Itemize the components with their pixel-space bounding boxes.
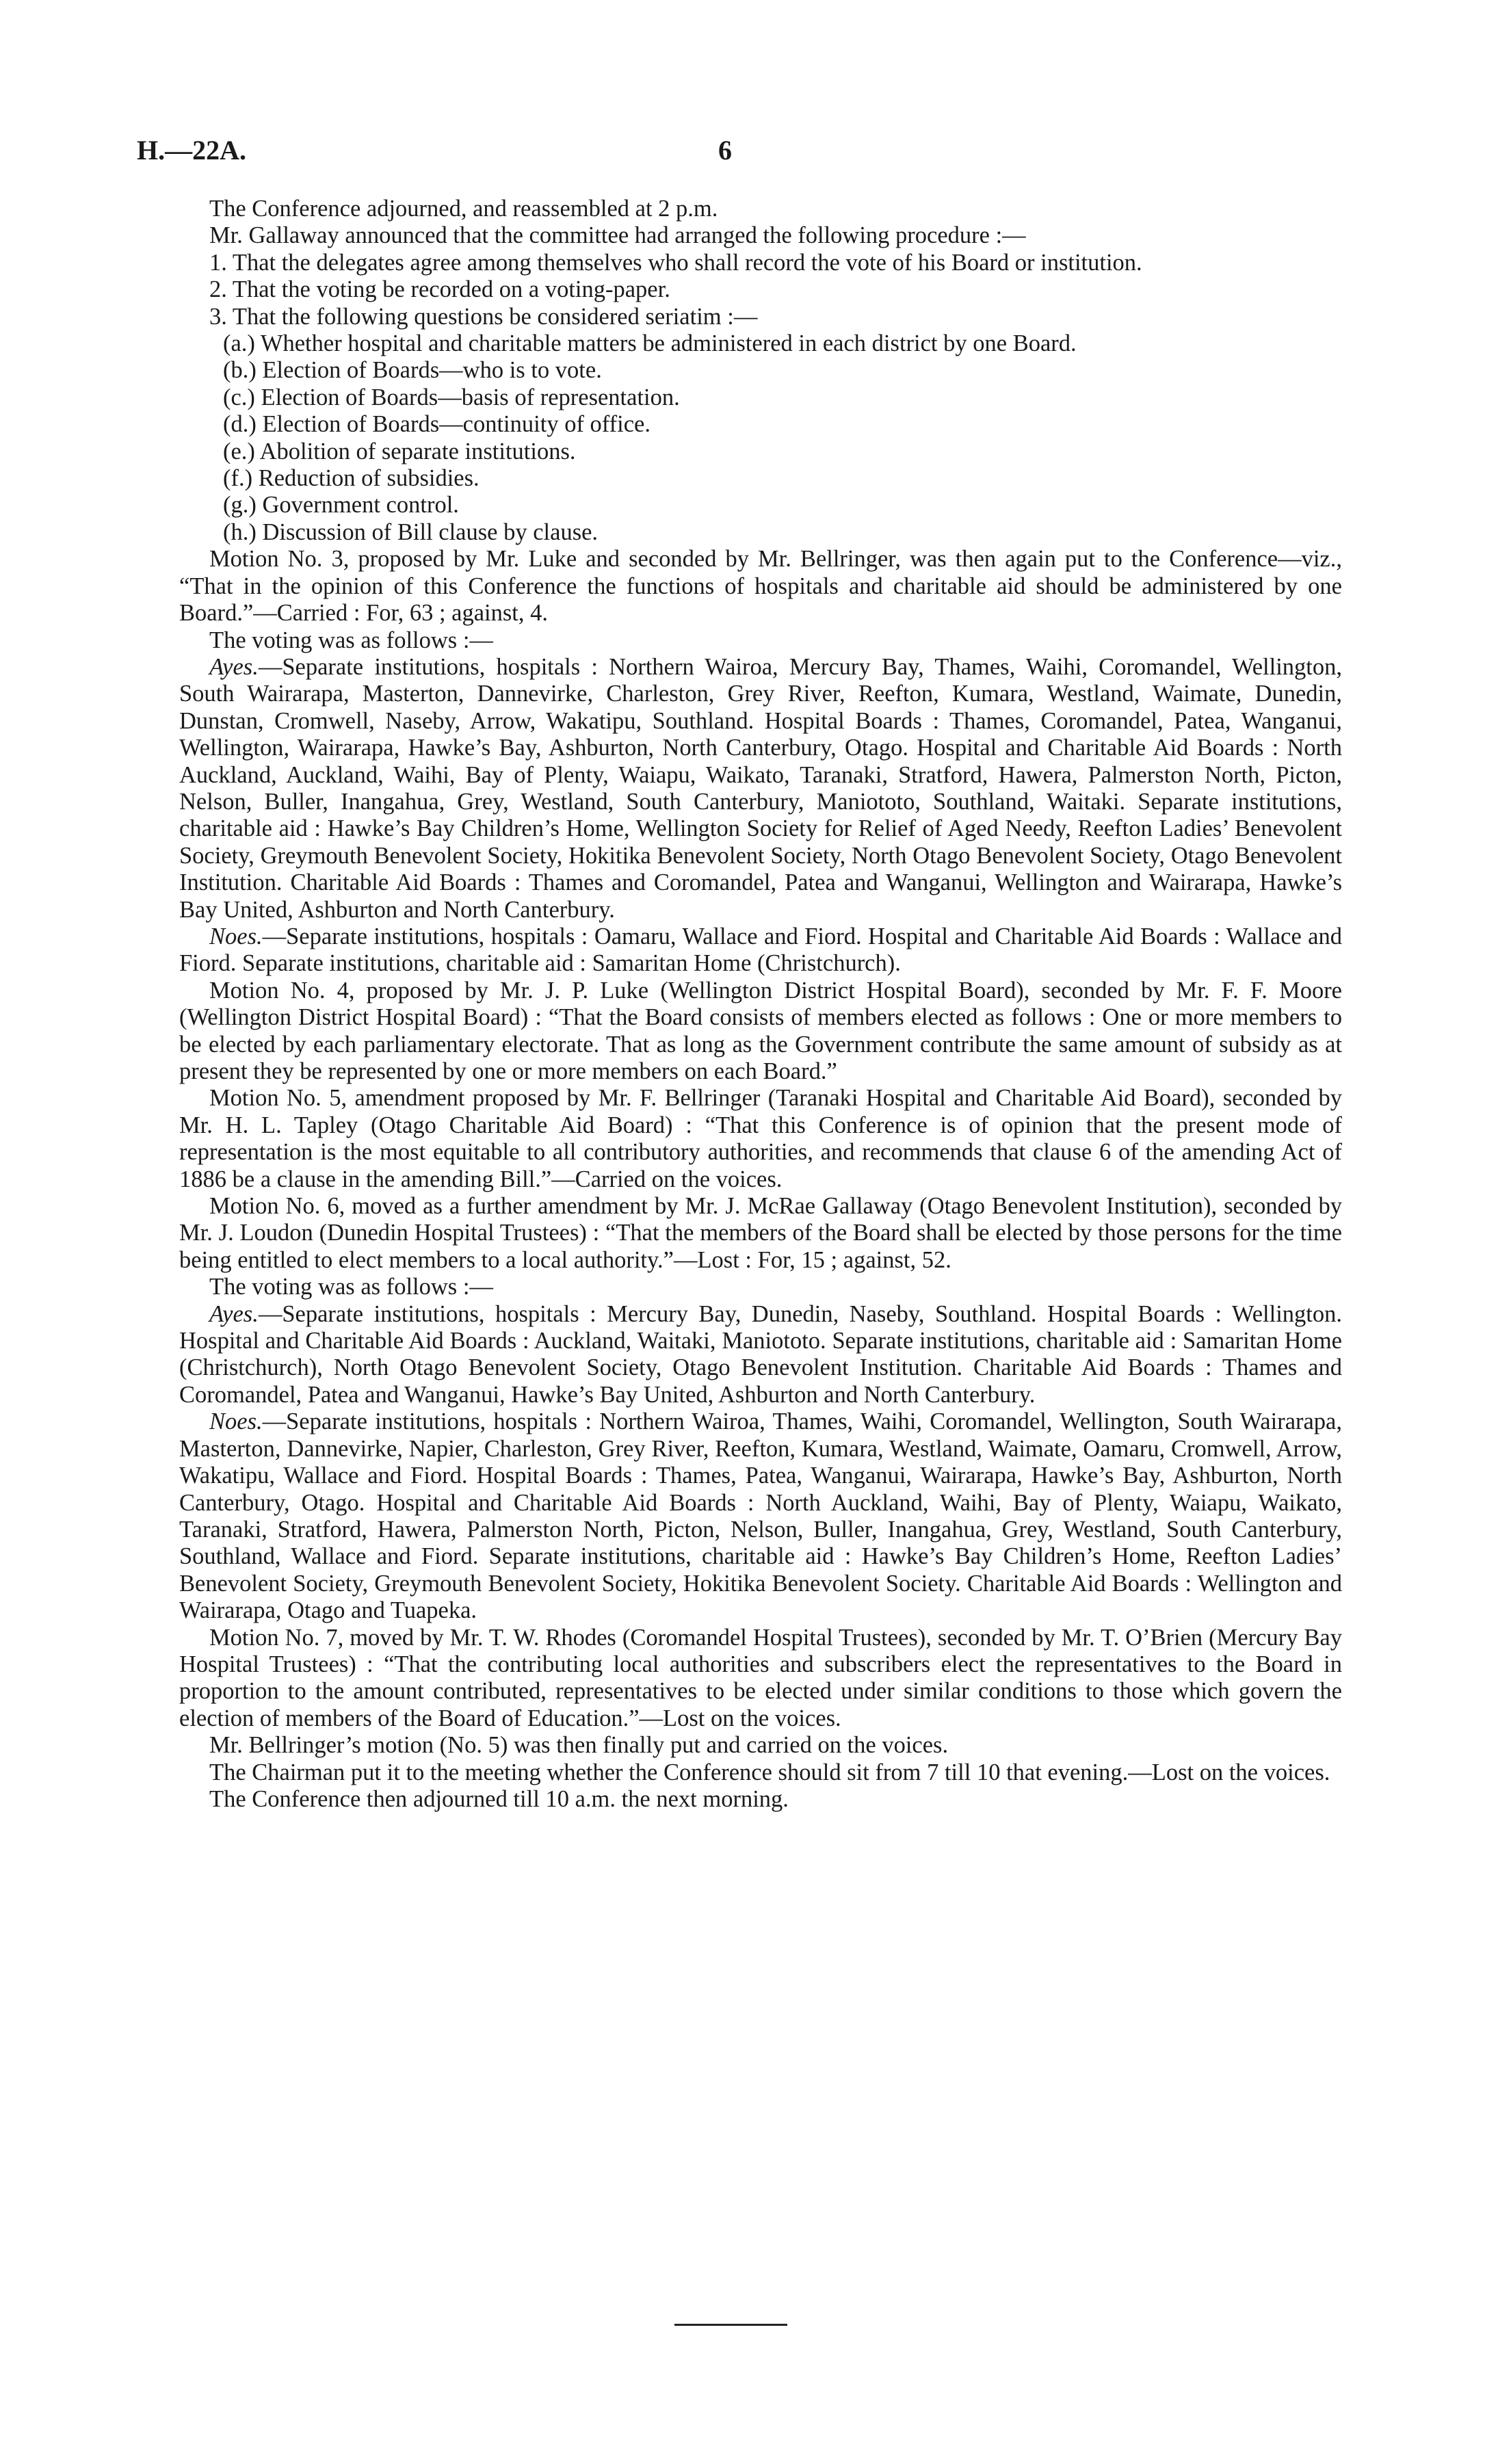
noes-paragraph	[179, 923, 1342, 978]
noes-label: Noes.	[209, 923, 263, 949]
paragraph: Motion No. 7, moved by Mr. T. W. Rhodes (Coromandel Hospital Trustees), seconded by Mr. T. O’Brien (Mercury Bay Hospital Trustees) : “That the contributing local authorities and subscribers elect the representatives to the Board in proportion to the amount contributed, representatives to be elected under similar conditions to those which govern the election of members of the Board of Education.”—Lost on the voices.	[179, 1624, 1342, 1731]
question-item: (b.) Election of Boards—who is to vote.	[223, 357, 602, 384]
noes-paragraph	[179, 1408, 1342, 1624]
paragraph: Mr. Bellringer’s motion (No. 5) was then finally put and carried on the voices.	[209, 1732, 949, 1759]
question-item: (a.) Whether hospital and charitable matters be administered in each district by one Board.	[223, 330, 1077, 357]
paragraph: The Conference then adjourned till 10 a.m. the next morning.	[209, 1785, 789, 1812]
paragraph: Motion No. 5, amendment proposed by Mr. F. Bellringer (Taranaki Hospital and Charitable Aid Board), seconded by Mr. H. L. Tapley (Otago Charitable Aid Board) : “That this Conference is of opinion that the present mode of representation is the most equitable to all contributory authorities, and recommends that clause 6 of the amending Act of 1886 be a clause in the amending Bill.”—Carried on the voices.	[179, 1085, 1342, 1192]
paragraph: Motion No. 4, proposed by Mr. J. P. Luke (Wellington District Hospital Board), seconded by Mr. F. F. Moore (Wellington District Hospital Board) : “That the Board consists of members elected as follows : One or more members to be elected by each parliamentary electorate. That as long as the Government contribute the same amount of subsidy as at present they be represented by one or more members on each Board.”	[179, 977, 1342, 1084]
paragraph: The Chairman put it to the meeting whether the Conference should sit from 7 till 10 that evening.—Lost on the voices.	[209, 1759, 1330, 1785]
question-item: (f.) Reduction of subsidies.	[223, 465, 479, 492]
noes-text: —Separate institutions, hospitals : Oamaru, Wallace and Fiord. Hospital and Charitable Aid Boards : Wallace and Fiord. Separate institutions, charitable aid : Samaritan Home (Christchurch).	[179, 923, 1342, 977]
ayes-paragraph	[179, 654, 1342, 923]
page-number: 6	[718, 135, 732, 166]
question-item: (c.) Election of Boards—basis of representation.	[223, 384, 680, 410]
document-body	[179, 196, 1342, 1813]
procedure-item: 3. That the following questions be considered seriatim :—	[209, 303, 758, 330]
paragraph: The voting was as follows :—	[209, 627, 493, 653]
paragraph: Mr. Gallaway announced that the committee had arranged the following procedure :—	[209, 222, 1026, 249]
question-item: (e.) Abolition of separate institutions.	[223, 438, 576, 464]
ayes-text: —Separate institutions, hospitals : Northern Wairoa, Mercury Bay, Thames, Waihi, Coromandel, Wellington, South Wairarapa, Masterton, Dannevirke, Charleston, Grey River, Reefton, Kumara, Westland, Waimate, Dunedin, Dunstan, Cromwell, Naseby, Arrow, Wakatipu, Southland. Hospital Boards : Thames, Coromandel, Patea, Wanganui, Wellington, Wairarapa, Hawke’s Bay, Ashburton, North Canterbury, Otago. Hospital and Charitable Aid Boards : North Auckland, Auckland, Waihi, Bay of Plenty, Waiapu, Waikato, Taranaki, Stratford, Hawera, Palmerston North, Picton, Nelson, Buller, Inangahua, Grey, Westland, South Canterbury, Maniototo, Southland, Waitaki. Separate institutions, charitable aid : Hawke’s Bay Children’s Home, Wellington Society for Relief of Aged Needy, Reefton Ladies’ Benevolent Society, Greymouth Benevolent Society, Hokitika Benevolent Society, North Otago Benevolent Society, Otago Benevolent Institution. Charitable Aid Boards : Thames and Coromandel, Patea and Wanganui, Wellington and Wairarapa, Hawke’s Bay United, Ashburton and North Canterbury.	[179, 653, 1342, 923]
ayes-text: —Separate institutions, hospitals : Mercury Bay, Dunedin, Naseby, Southland. Hospital Boards : Wellington. Hospital and Charitable Aid Boards : Auckland, Waitaki, Maniototo. Separate institutions, charitable aid : Samaritan Home (Christchurch), North Otago Benevolent Society, Otago Benevolent Institution. Charitable Aid Boards : Thames and Coromandel, Patea and Wanganui, Hawke’s Bay United, Ashburton and North Canterbury.	[179, 1300, 1342, 1408]
paragraph: Motion No. 3, proposed by Mr. Luke and seconded by Mr. Bellringer, was then again put to the Conference—viz., “That in the opinion of this Conference the functions of hospitals and charitable aid should be administered by one Board.”—Carried : For, 63 ; against, 4.	[179, 546, 1342, 627]
question-item: (d.) Election of Boards—continuity of office.	[223, 411, 651, 438]
procedure-item: 1. That the delegates agree among themselves who shall record the vote of his Board or institution.	[209, 249, 1142, 276]
question-item: (h.) Discussion of Bill clause by clause.	[223, 519, 599, 545]
ayes-label: Ayes.	[209, 653, 259, 680]
paragraph: The voting was as follows :—	[209, 1274, 493, 1300]
closing-rule	[674, 2324, 787, 2326]
document-code: H.—22A.	[137, 135, 246, 166]
procedure-item: 2. That the voting be recorded on a voting-paper.	[209, 276, 670, 303]
ayes-paragraph	[179, 1301, 1342, 1409]
paragraph: Motion No. 6, moved as a further amendment by Mr. J. McRae Gallaway (Otago Benevolent Institution), seconded by Mr. J. Loudon (Dunedin Hospital Trustees) : “That the members of the Board shall be elected by those persons for the time being entitled to elect members to a local authority.”—Lost : For, 15 ; against, 52.	[179, 1193, 1342, 1273]
paragraph: The Conference adjourned, and reassembled at 2 p.m.	[209, 196, 718, 222]
noes-label: Noes.	[209, 1408, 263, 1435]
question-item: (g.) Government control.	[223, 492, 459, 519]
ayes-label: Ayes.	[209, 1300, 259, 1327]
page-header	[137, 134, 1354, 175]
noes-text: —Separate institutions, hospitals : Northern Wairoa, Thames, Waihi, Coromandel, Wellington, South Wairarapa, Masterton, Dannevirke, Napier, Charleston, Grey River, Reefton, Kumara, Westland, Waimate, Oamaru, Cromwell, Arrow, Wakatipu, Wallace and Fiord. Hospital Boards : Thames, Patea, Wanganui, Wairarapa, Hawke’s Bay, Ashburton, North Canterbury, Otago. Hospital and Charitable Aid Boards : North Auckland, Waihi, Bay of Plenty, Waiapu, Waikato, Taranaki, Stratford, Hawera, Palmerston North, Picton, Nelson, Buller, Inangahua, Grey, Westland, South Canterbury, Southland, Wallace and Fiord. Separate institutions, charitable aid : Hawke’s Bay Children’s Home, Reefton Ladies’ Benevolent Society, Greymouth Benevolent Society, Hokitika Benevolent Society. Charitable Aid Boards : Wellington and Wairarapa, Otago and Tuapeka.	[179, 1408, 1342, 1624]
